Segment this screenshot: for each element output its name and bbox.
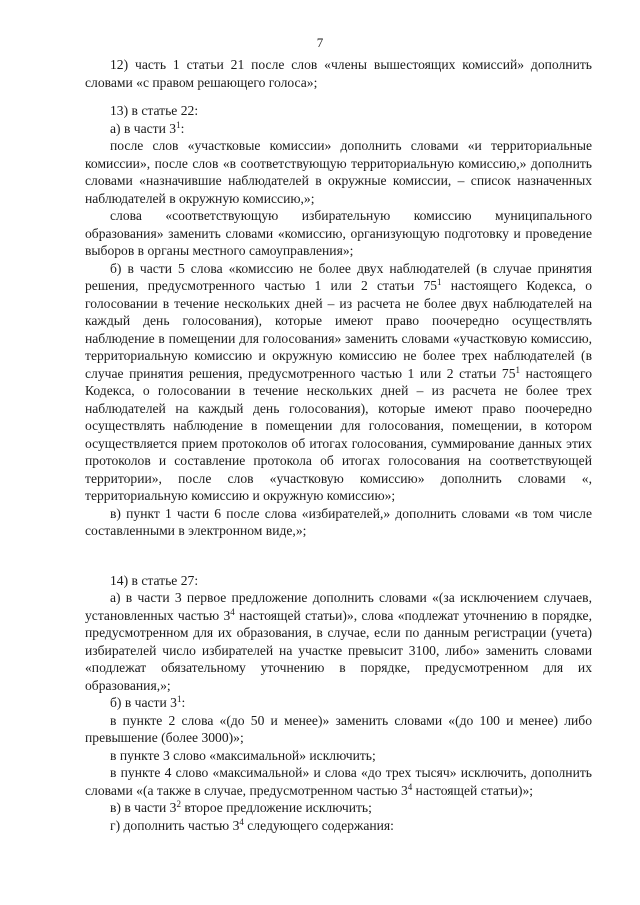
- paragraph: [85, 764, 592, 799]
- paragraph: [85, 120, 592, 138]
- text-run: настоящей статьи)»;: [412, 782, 534, 798]
- paragraph: [85, 817, 592, 835]
- paragraph: [85, 56, 592, 91]
- superscript: 4: [407, 781, 413, 792]
- text-run: следующего содержания:: [243, 817, 394, 833]
- superscript: 2: [176, 799, 181, 809]
- paragraph: [85, 712, 592, 747]
- text-run: в пункте 2 слова «(до 50 и менее)» заменить словами «(до 100 и менее) либо превышение (более 3000)»;: [85, 712, 592, 745]
- text-run: в пункте 4 слово «максимальной» и слова «до трех тысяч» исключить, дополнить словами «(а также в случае, предусмотренном частью 3: [85, 765, 592, 798]
- paragraph: [85, 207, 592, 260]
- text-run: настоящего Кодекса, о голосовании в течение нескольких дней – из расчета не более двух наблюдателей на каждый день голосования), которые имеют право поочередно осуществлять наблюдение в помещении для голосования» заменить словами «участковую комиссию, территориальную комиссию и окружную комиссию не более трех наблюдателей (в случае принятия решения, предусмотренного частью 1 или 2 статьи 75: [85, 278, 592, 381]
- text-run: :: [180, 120, 185, 136]
- text-run: г) дополнить частью 3: [110, 817, 240, 833]
- text-run: в) в части 3: [110, 800, 177, 815]
- page-number: 7: [316, 35, 324, 50]
- text-run: а) в части 3: [110, 120, 177, 136]
- superscript: 4: [239, 816, 244, 827]
- text-run: 12) часть 1 статьи 21 после слов «члены вышестоящих комиссий» дополнить словами «с правом решающего голоса»;: [85, 57, 592, 90]
- text-run: настоящей статьи)», слова «подлежат уточнению в порядке, предусмотренном для их образования, в случае, если по данным регистрации (учета) избирателей число избирателей на участке превысит 3100, либо» заменить словами «подлежат обязательному уточнению в порядке, предусмотренном для их образования,»;: [85, 607, 592, 693]
- text-run: слова «соответствующую избирательную комиссию муниципального образования» заменить словами «комиссию, организующую подготовку и проведение выборов в органы местного самоуправления»;: [85, 208, 592, 258]
- paragraph: [85, 572, 592, 590]
- document-body: [85, 56, 592, 834]
- text-run: б) в части 3: [110, 695, 177, 710]
- paragraph: [85, 102, 592, 120]
- text-run: второе предложение исключить;: [180, 800, 372, 815]
- text-run: после слов «участковые комиссии» дополнить словами «и территориальные комиссии», после слов «в соответствующую территориальную комиссию,» дополнить словами «назначившие наблюдателей в окружные комиссии, – список назначенных наблюдателей в окружную комиссию,»;: [85, 138, 592, 206]
- superscript: 1: [515, 364, 521, 375]
- paragraph: [85, 589, 592, 694]
- text-run: настоящего Кодекса, о голосовании в течение нескольких дней – из расчета не более трех наблюдателей на каждый день голосования), которые имеют право поочередно осуществлять наблюдение в помещении для голосования, помещении, в котором осуществляется прием протоколов об итогах голосования, суммирование данных этих протоколов и составление протокола об итогах голосования на соответствующей территории», после слов «участковую комиссию» дополнить словами «, территориальную комиссию и окружную комиссию»;: [85, 365, 592, 503]
- text-run: в пункте 3 слово «максимальной» исключить;: [110, 747, 376, 763]
- superscript: 1: [176, 119, 181, 130]
- paragraph: [85, 260, 592, 505]
- paragraph: [85, 505, 592, 540]
- paragraph: [85, 137, 592, 207]
- text-run: в) пункт 1 части 6 после слова «избирателей,» дополнить словами «в том числе составленными в электронном виде,»;: [85, 505, 592, 538]
- superscript: 4: [230, 606, 235, 617]
- superscript: 1: [176, 694, 182, 704]
- paragraph: [85, 694, 592, 712]
- paragraph: [85, 747, 592, 765]
- text-run: а) в части 3 первое предложение дополнить словами «(за исключением случаев, установленных частью 3: [85, 590, 592, 623]
- text-run: б) в части 5 слова «комиссию не более двух наблюдателей (в случае принятия решения, предусмотренного частью 1 или 2 статьи 75: [85, 260, 592, 293]
- paragraph: [85, 799, 592, 817]
- text-run: 14) в статье 27:: [110, 572, 199, 588]
- text-run: 13) в статье 22:: [110, 103, 199, 118]
- superscript: 1: [437, 277, 442, 287]
- text-run: :: [181, 695, 186, 710]
